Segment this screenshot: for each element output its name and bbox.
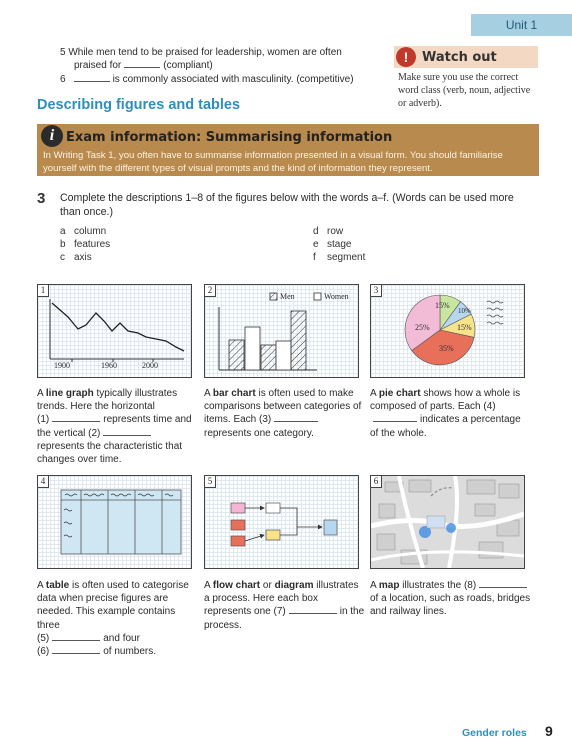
watch-out-title: Watch out [422, 49, 497, 65]
answer-blank [103, 427, 151, 436]
legend-women: Women [324, 292, 349, 301]
answer-blank [289, 605, 337, 614]
caption-map: A map illustrates the (8)of a location, such as roads, bridges and railway lines. [370, 580, 531, 618]
figure-line-graph [37, 284, 192, 378]
figure-flow-chart [204, 475, 359, 569]
item-6 [60, 73, 354, 86]
caption-line-graph: A line graph typically illustrates trends. Here the horizontal (1) represents time and the vertical (2)represents the characteristic that changes over time. [37, 388, 192, 466]
footer-title: Gender roles [462, 727, 527, 739]
caption-pie-chart: A pie chart shows how a whole is composed of parts. Each (4)indicates a percentage of the whole. [370, 388, 521, 439]
info-icon: i [41, 125, 63, 147]
caption-flow-chart: A flow chart or diagram illustrates a process. Here each box represents one (7) in the process. [204, 580, 365, 631]
section-heading: Describing figures and tables [37, 97, 241, 113]
option-a: a column [60, 226, 107, 237]
answer-blank [52, 632, 100, 641]
watch-out-text: Make sure you use the correct word class (verb, noun, adjective or adverb). [398, 72, 531, 109]
x-tick-label: 1900 [54, 361, 70, 370]
option-b: b features [60, 239, 111, 250]
pie-label: 25% [415, 323, 430, 332]
answer-blank [479, 579, 527, 588]
watch-out-header [394, 46, 538, 68]
figure-map [370, 475, 525, 569]
answer-blank [274, 413, 318, 422]
item-6-number: 6 [60, 74, 66, 85]
x-tick-label: 2000 [142, 361, 158, 370]
page-number: 9 [545, 723, 553, 739]
option-d: d row [313, 226, 344, 237]
pie-label: 10% [458, 307, 471, 315]
item-5-text: praised for [74, 60, 122, 71]
answer-blank [52, 645, 100, 654]
item-5-hint: (compliant) [163, 60, 213, 71]
figure-number: 5 [205, 476, 216, 488]
caption-table: A table is often used to categorise data when precise figures are needed. This example contains three (5) and four (6) of numbers. [37, 580, 189, 658]
option-e: e stage [313, 239, 352, 250]
figure-number: 3 [371, 285, 382, 297]
table-svg [38, 476, 191, 568]
answer-blank [74, 73, 110, 82]
figure-pie-chart [370, 284, 525, 378]
figure-number: 6 [371, 476, 382, 488]
legend-men: Men [280, 292, 295, 301]
x-tick-label: 1960 [101, 361, 117, 370]
option-f: f segment [313, 252, 366, 263]
exam-info-text: In Writing Task 1, you often have to summarise information presented in a visual form. You should familiarise yourself with the different types of visual prompts and the kind of information they represent. [43, 150, 503, 174]
item-5-line-2 [74, 59, 213, 72]
pie-label: 15% [435, 301, 450, 310]
map-svg [371, 476, 524, 568]
figure-number: 1 [38, 285, 49, 297]
item-5-line-1: 5 While men tend to be praised for leadership, women are often [60, 47, 342, 58]
answer-blank [52, 413, 100, 422]
option-c: c axis [60, 252, 92, 263]
figure-table [37, 475, 192, 569]
unit-tab: Unit 1 [471, 14, 572, 36]
pie-chart-svg [371, 285, 524, 377]
question-instructions: Complete the descriptions 1–8 of the figures below with the words a–f. (Words can be used more than once.) [60, 192, 514, 218]
pie-label: 35% [439, 344, 454, 353]
flow-chart-svg [205, 476, 358, 568]
pie-label: 15% [457, 323, 472, 332]
figure-number: 4 [38, 476, 49, 488]
question-number: 3 [37, 190, 46, 207]
item-6-text: is commonly associated with masculinity. (competitive) [112, 74, 354, 85]
figure-bar-chart [204, 284, 359, 378]
caption-bar-chart: A bar chart is often used to make comparisons between categories of items. Each (3)represents one category. [204, 388, 362, 439]
answer-blank [124, 59, 160, 68]
exclamation-icon: ! [396, 47, 416, 67]
answer-blank [373, 413, 417, 422]
exam-info-title: Exam information: Summarising information [66, 130, 393, 145]
figure-number: 2 [205, 285, 216, 297]
